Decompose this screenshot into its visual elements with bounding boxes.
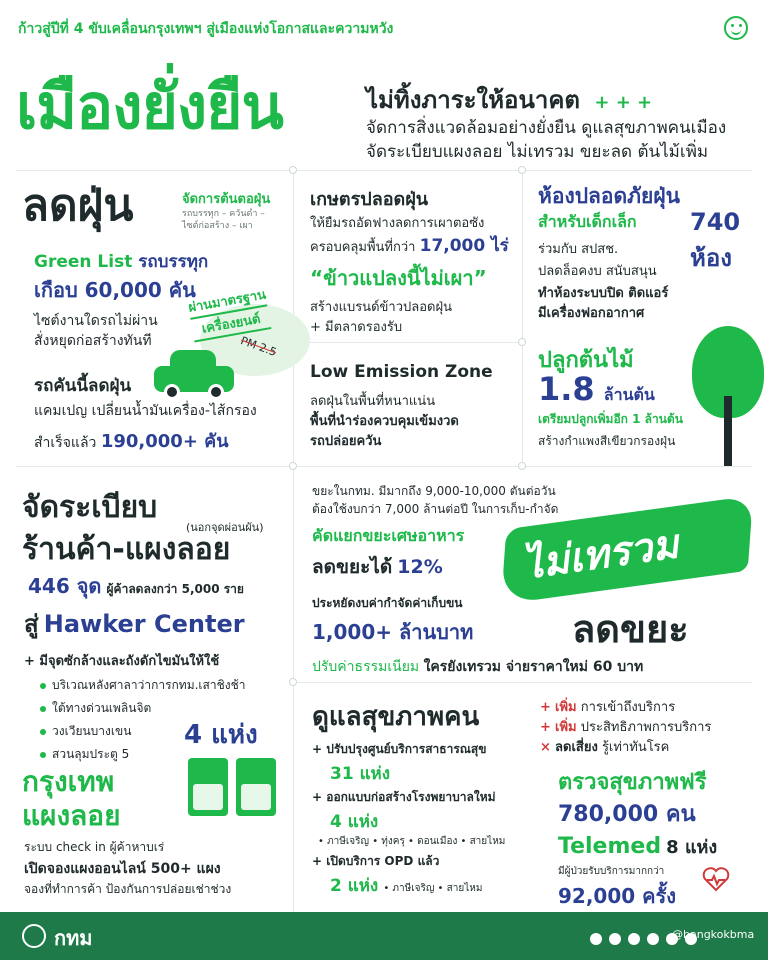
green-list-line	[34, 248, 208, 275]
hawker-checkin: ระบบ check in ผู้ค้าหาบเร่	[24, 840, 165, 854]
health-checkup-count: 780,000 คน	[558, 802, 696, 827]
health-telemed: Telemed	[558, 834, 662, 859]
trees-count-line	[538, 370, 655, 408]
farm-desc-2-line	[310, 232, 509, 259]
health-item-3-line	[330, 872, 482, 899]
hawker-online: เปิดจองแผงออนไลน์ 500+ แผง	[24, 861, 221, 877]
divider-top	[16, 170, 752, 171]
waste-intro-1: ขยะในกทม. มีมากถึง 9,000-10,000 ตันต่อวัน	[312, 484, 556, 498]
bullet-icon	[40, 706, 46, 712]
farm-brand-1: สร้างแบรนด์ข้าวปลอดฝุ่น	[310, 300, 452, 315]
health-title: ดูแลสุขภาพคน	[312, 702, 480, 732]
safe-room-desc-4: มีเครื่องฟอกอากาศ	[538, 306, 645, 321]
hawker-count-line	[28, 570, 244, 602]
divider-v3	[293, 466, 294, 682]
farm-title: เกษตรปลอดฝุ่น	[310, 189, 429, 210]
dust-source-desc-2: ไซต์ก่อสร้าง – เผา	[182, 221, 253, 231]
hawker-place-item: สวนลุมประตู 5	[40, 745, 245, 764]
farm-desc-2: ครอบคลุมพื้นที่กว่า	[310, 240, 416, 255]
hawker-to: สู่	[24, 610, 39, 638]
trees-wall-text: สร้างกำแพงสีเขียวกรองฝุ่น	[538, 434, 676, 448]
divider-section	[16, 466, 752, 467]
safe-room-unit: ห้อง	[690, 244, 732, 272]
hawker-brand-1: กรุงเทพ	[22, 765, 115, 798]
car-count: 190,000+ คัน	[100, 431, 229, 452]
hawker-places-count: 4 แห่ง	[184, 720, 258, 750]
safe-room-desc-2: ปลดล็อคงบ สนับสนุน	[538, 264, 657, 279]
bullet-icon	[40, 683, 46, 689]
car-icon	[154, 350, 240, 402]
lez-desc-2: พื้นที่นำร่องควบคุมเข้มงวด	[310, 414, 459, 429]
hawker-place-item: บริเวณหลังศาลาว่าการกทม.เสาชิงช้า	[40, 676, 245, 695]
hawker-count: 446 จุด	[28, 574, 102, 598]
dust-source-desc-1: รถบรรทุก – ควันดำ –	[182, 209, 265, 219]
lez-desc-3: รถปล่อยควัน	[310, 434, 382, 449]
grid-dot	[289, 678, 297, 686]
lez-title: Low Emission Zone	[310, 362, 493, 382]
stall-icon	[188, 758, 284, 818]
waste-save-desc: ประหยัดงบค่ากำจัดค่าเก็บขน	[312, 596, 463, 610]
waste-reduce-pct: 12%	[397, 556, 443, 578]
trees-count: 1.8	[538, 370, 595, 408]
brush-text: ไม่เทรวม	[519, 521, 682, 589]
car-done-label: สำเร็จแล้ว	[34, 435, 97, 451]
footer-logo-text: กทม	[54, 926, 93, 950]
main-title: เมืองยั่งยืน	[16, 70, 283, 143]
waste-reduce-big: ลดขยะ	[572, 607, 689, 651]
farm-quote: “ข้าวแปลงนี้ไม่เผา”	[310, 266, 487, 290]
health-telemed-line	[558, 832, 717, 861]
truck-count: เกือบ 60,000 คัน	[34, 278, 196, 302]
hawker-count-desc: ผู้ค้าลดลงกว่า 5,000 ราย	[106, 582, 244, 596]
tagline-plus: + + +	[594, 92, 653, 113]
hawker-center-line	[24, 604, 245, 643]
x-icon[interactable]	[590, 933, 602, 945]
health-telemed-count: 8 แห่ง	[666, 837, 718, 858]
top-title: ก้าวสู่ปีที่ 4 ขับเคลื่อนกรุงเทพฯ สู่เมืองแห่งโอกาสและความหวัง	[18, 21, 394, 37]
bullet-icon	[40, 752, 46, 758]
trees-title: ปลูกต้นไม้	[538, 348, 634, 373]
farm-brand-2: + มีตลาดรองรับ	[310, 320, 403, 335]
waste-fee-label: ปรับค่าธรรมเนียม	[312, 659, 420, 675]
hawker-title-2: ร้านค้า-แผงลอย	[22, 532, 231, 567]
bma-logo-icon	[22, 924, 46, 948]
safe-room-subtitle: สำหรับเด็กเล็ก	[538, 212, 637, 231]
safe-room-desc-1: ร่วมกับ สปสช.	[538, 242, 619, 257]
heart-pulse-icon	[702, 866, 730, 892]
divider-v2	[522, 170, 523, 466]
truck-desc-2: สั่งหยุดก่อสร้างทันที	[34, 333, 152, 349]
bullet-icon	[40, 729, 46, 735]
grid-dot	[289, 462, 297, 470]
health-benefit-1: + เพิ่ม การเข้าถึงบริการ	[540, 700, 676, 715]
divider-mid	[293, 342, 522, 343]
waste-sort: คัดแยกขยะเศษอาหาร	[312, 526, 465, 545]
tree-icon	[692, 326, 764, 466]
health-item-3-list: • ภาษีเจริญ • สายไหม	[383, 883, 483, 894]
footer-handle[interactable]: @bangkokbma	[672, 928, 755, 941]
safe-room-count: 740	[690, 208, 741, 236]
trees-unit: ล้านต้น	[603, 385, 655, 404]
farm-area: 17,000 ไร่	[419, 236, 509, 256]
health-benefit-3: × ลดเสี่ยง รู้เท่าทันโรค	[540, 740, 670, 755]
health-item-2-count: 4 แห่ง	[330, 812, 379, 832]
header-desc-1: จัดการสิ่งแวดล้อมอย่างยั่งยืน ดูแลสุขภาพคนเมือง	[366, 118, 727, 138]
youtube-icon[interactable]	[647, 933, 659, 945]
car-title: รถคันนี้ลดฝุ่น	[34, 376, 132, 396]
hawker-place-item: ใต้ทางด่วนเพลินจิต	[40, 699, 245, 718]
safe-room-desc-3: ทำห้องระบบปิด ติดแอร์	[538, 286, 669, 301]
health-item-1-count: 31 แห่ง	[330, 764, 391, 784]
dust-source-title: จัดการต้นตอฝุ่น	[182, 192, 271, 207]
farm-desc-1: ให้ยืมรถอัดฟางลดการเผาตอซัง	[310, 216, 485, 231]
line-icon[interactable]	[628, 933, 640, 945]
tagline-text: ไม่ทิ้งภาระให้อนาคต	[366, 86, 580, 114]
pm-label: PM 2.5	[238, 334, 279, 359]
health-item-2-list: • ภาษีเจริญ • ทุ่งครุ • ดอนเมือง • สายไหม	[318, 836, 506, 847]
hawker-place-item: วงเวียนบางเขน	[40, 722, 245, 741]
hawker-sink: + มีจุดซักล้างและถังดักไขมันให้ใช้	[24, 654, 220, 669]
header-desc-2: จัดระเบียบแผงลอย ไม่เทรวม ขยะลด ต้นไม้เพิ่ม	[366, 142, 709, 162]
waste-save-amount: 1,000+ ล้านบาท	[312, 620, 474, 644]
health-telemed-users: 92,000 ครั้ง	[558, 884, 677, 908]
hawker-note: (นอกจุดผ่อนผัน)	[186, 521, 264, 534]
waste-fee-line	[312, 656, 643, 678]
hawker-title-1: จัดระเบียบ	[22, 490, 158, 525]
waste-fee-desc: ใครยังเทรวม จ่ายราคาใหม่ 60 บาท	[423, 659, 644, 675]
grid-dot	[289, 166, 297, 174]
trees-wall	[538, 432, 675, 451]
truck-desc-1: ไซต์งานใดรถไม่ผ่าน	[34, 313, 158, 329]
dust-title: ลดฝุ่น	[22, 180, 134, 231]
hawker-brand-2: แผงลอย	[22, 799, 121, 832]
waste-intro-2: ต้องใช้งบกว่า 7,000 ล้านต่อปี ในการเก็บ-กำจัด	[312, 502, 559, 516]
health-item-2: + ออกแบบก่อสร้างโรงพยาบาลใหม่	[312, 790, 496, 804]
health-checkup: ตรวจสุขภาพฟรี	[558, 770, 707, 795]
health-item-3: + เปิดบริการ OPD แล้ว	[312, 854, 440, 868]
hawker-online-desc: จองที่ทำการค้า ป้องกันการปล่อยเช่าช่วง	[24, 882, 232, 896]
grid-dot	[518, 462, 526, 470]
health-benefit-2: + เพิ่ม ประสิทธิภาพการบริการ	[540, 720, 712, 735]
car-desc: แคมเปญ เปลี่ยนน้ำมันเครื่อง-ไส้กรอง	[34, 403, 257, 419]
divider-v4	[293, 682, 294, 912]
truck-label: รถบรรทุก	[138, 252, 209, 272]
footer-bar	[0, 912, 768, 960]
waste-reduce-label: ลดขยะได้	[312, 556, 393, 578]
health-item-1: + ปรับปรุงศูนย์บริการสาธารณสุข	[312, 742, 487, 756]
green-list-label: Green List	[34, 252, 133, 272]
facebook-icon[interactable]	[609, 933, 621, 945]
safe-room-title: ห้องปลอดภัยฝุ่น	[538, 184, 680, 208]
car-done-line	[34, 426, 229, 455]
hawker-center: Hawker Center	[43, 610, 245, 638]
stamp-line-1: ผ่านมาตรฐาน	[187, 284, 268, 320]
grid-dot	[518, 166, 526, 174]
health-telemed-desc: มีผู้ป่วยรับบริการมากกว่า	[558, 866, 665, 877]
grid-dot	[518, 338, 526, 346]
health-item-3-count: 2 แห่ง	[330, 876, 379, 896]
divider-health	[293, 682, 752, 683]
waste-reduce-line	[312, 552, 443, 582]
lez-desc-1: ลดฝุ่นในพื้นที่หนาแน่น	[310, 394, 436, 409]
trees-plan: เตรียมปลูกเพิ่มอีก 1 ล้านต้น	[538, 412, 683, 426]
smile-icon	[724, 16, 748, 40]
stamp-line-2: เครื่องยนต์	[191, 306, 272, 342]
